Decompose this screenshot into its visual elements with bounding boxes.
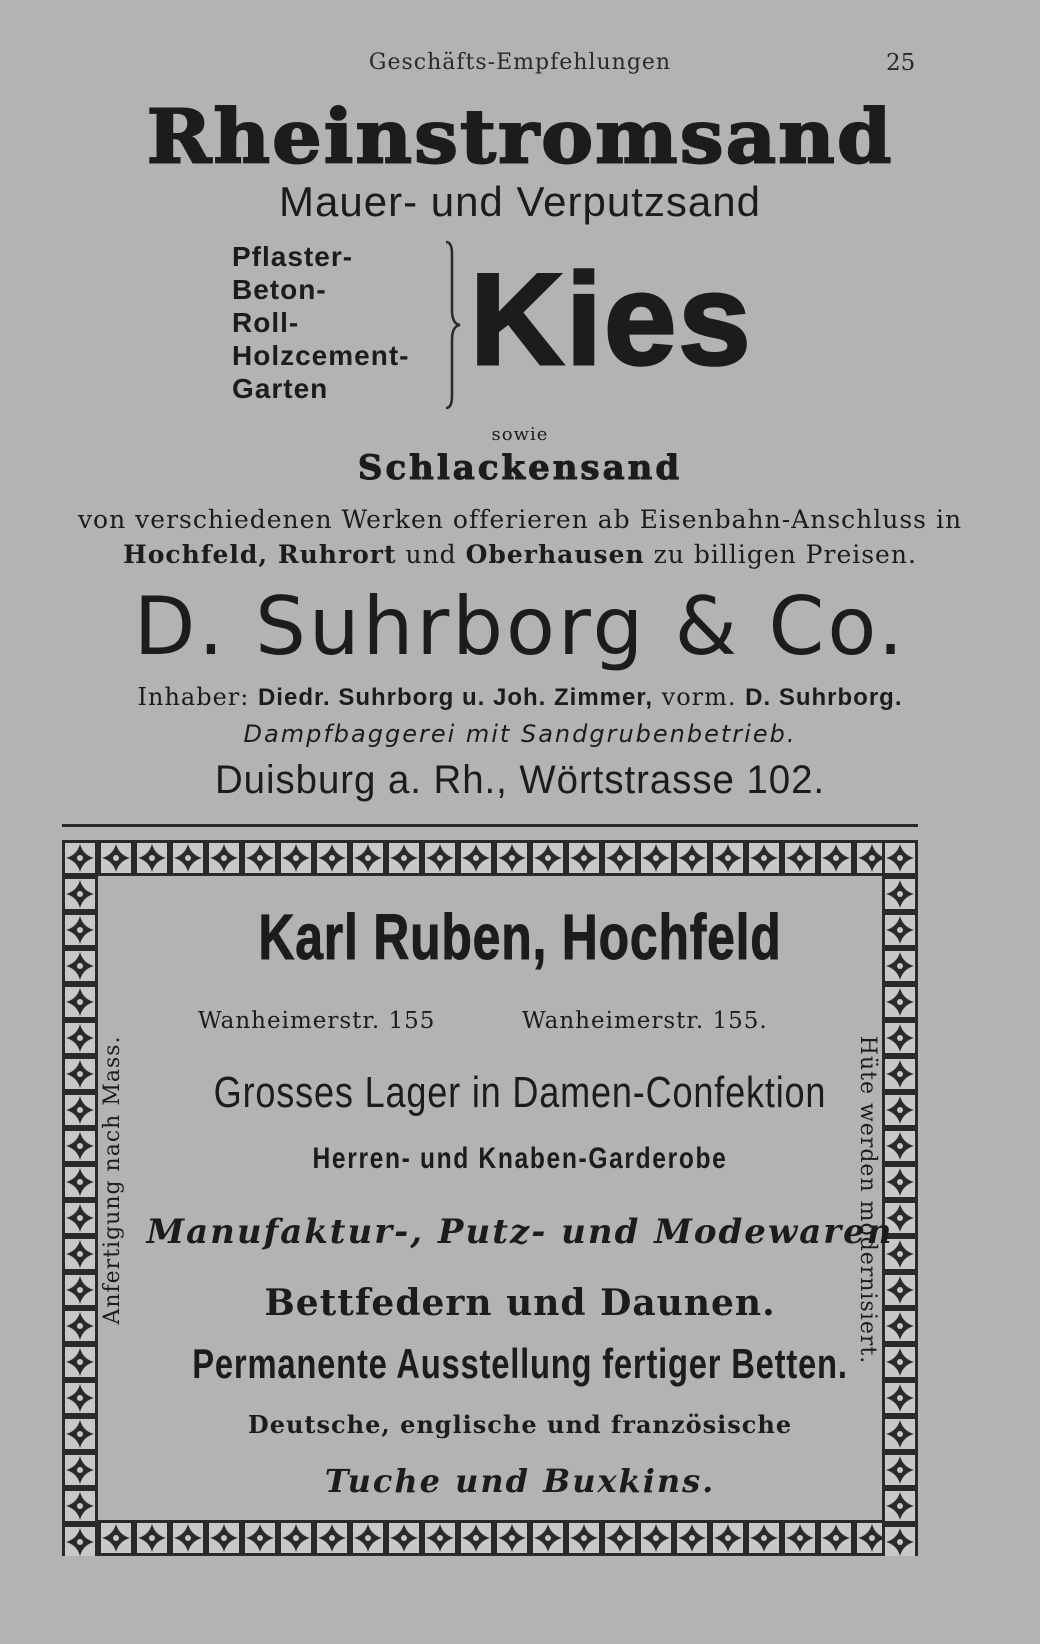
street-address-right: Wanheimerstr. 155. xyxy=(522,1008,768,1034)
gravel-word: Kies xyxy=(470,246,753,392)
brace-divider xyxy=(440,240,464,410)
owners-former: vorm. xyxy=(653,683,746,711)
gravel-type: Garten xyxy=(232,373,329,404)
gravel-type-list xyxy=(232,240,409,405)
gravel-type: Roll- xyxy=(232,307,300,338)
gravel-type: Beton- xyxy=(232,274,327,305)
offer-und: und xyxy=(396,540,466,569)
offer-places: Hochfeld, Ruhrort xyxy=(123,540,397,569)
offer-place-3: Oberhausen xyxy=(465,540,645,569)
gravel-type: Holzcement- xyxy=(232,340,410,371)
ad-line-5: Permanente Ausstellung fertiger Betten. xyxy=(192,1340,848,1387)
ad-line-4: Bettfedern und Daunen. xyxy=(264,1282,776,1324)
offer-line-2 xyxy=(0,540,1040,569)
offer-rest: zu billigen Preisen. xyxy=(644,540,917,569)
business-description: Dampfbaggerei mit Sandgrubenbetrieb. xyxy=(243,720,797,748)
side-text-right: Hüte werden modernisiert. xyxy=(855,1035,880,1365)
frame-border-top xyxy=(62,840,918,876)
frame-border-bottom xyxy=(62,1520,918,1556)
company-name: D. Suhrborg & Co. xyxy=(133,580,907,673)
owners-line xyxy=(0,683,1040,712)
owners-names: Diedr. Suhrborg u. Joh. Zimmer, xyxy=(257,684,654,711)
ad-line-3: Manufaktur-, Putz- und Modewaren xyxy=(146,1212,894,1252)
gravel-type: Pflaster- xyxy=(232,241,354,272)
ad-line-6: Deutsche, englische und französische xyxy=(247,1410,793,1439)
ad-line-7: Tuche und Buxkins. xyxy=(324,1462,716,1500)
street-address-left: Wanheimerstr. 155 xyxy=(198,1008,436,1034)
side-text-left: Anfertigung nach Mass. xyxy=(100,1035,125,1325)
ad-line-2: Herren- und Knaben-Garderobe xyxy=(312,1142,728,1175)
divider-rule xyxy=(62,824,918,827)
slag-sand-heading: Schlackensand xyxy=(357,448,683,488)
ad-title: Karl Ruben, Hochfeld xyxy=(258,901,782,973)
ad-line-1: Grosses Lager in Damen-Confektion xyxy=(213,1068,827,1117)
running-head: Geschäfts-Empfehlungen xyxy=(368,50,672,75)
company-address: Duisburg a. Rh., Wörtstrasse 102. xyxy=(214,758,826,802)
frame-border-left xyxy=(62,840,98,1556)
ad-title: Rheinstromsand xyxy=(146,94,894,181)
owners-label: Inhaber: xyxy=(137,683,258,711)
offer-line-1: von verschiedenen Werken offerieren ab Eisenbahn-Anschluss in xyxy=(77,505,963,534)
ad-subtitle: Mauer- und Verputzsand xyxy=(279,178,761,225)
conjunction: sowie xyxy=(491,424,549,445)
owners-former-name: D. Suhrborg. xyxy=(745,684,903,711)
page-number: 25 xyxy=(886,50,916,76)
